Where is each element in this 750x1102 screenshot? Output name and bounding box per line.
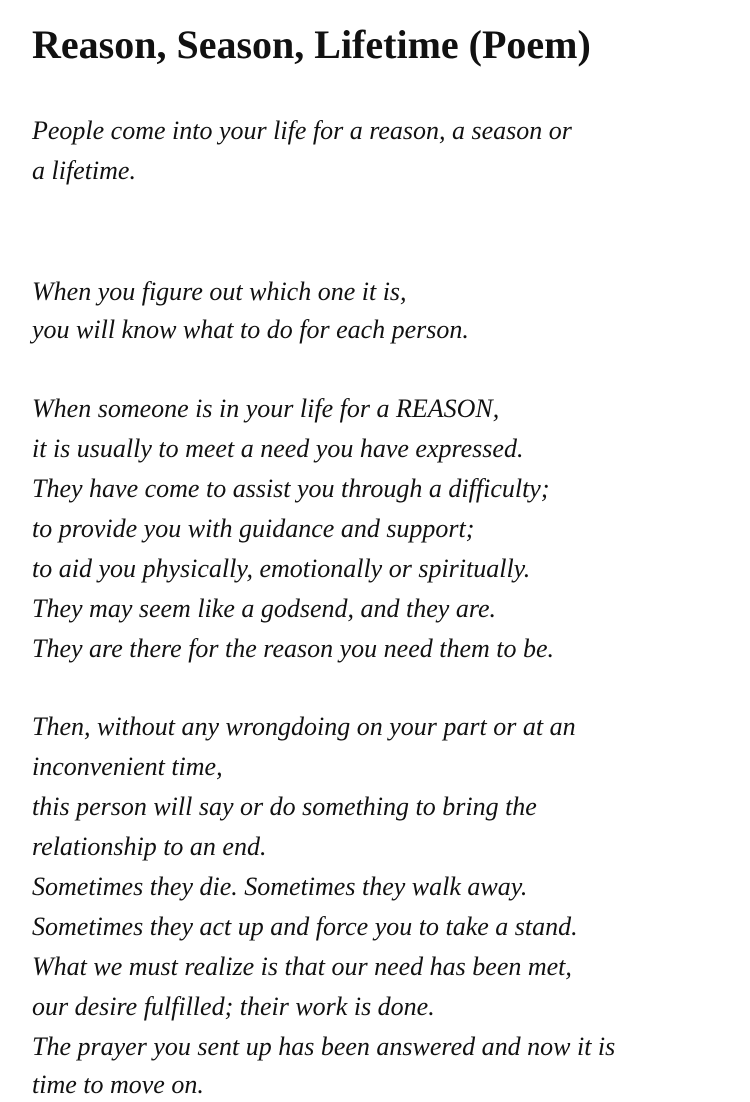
poem-line: The prayer you sent up has been answered and now it is (32, 1032, 616, 1061)
poem-line: They have come to assist you through a difficulty; (32, 474, 550, 503)
poem-line: you will know what to do for each person. (32, 315, 469, 344)
poem-line: When someone is in your life for a REASON, (32, 394, 500, 423)
poem-line: a lifetime. (32, 156, 136, 185)
poem-line: it is usually to meet a need you have expressed. (32, 434, 524, 463)
poem-line: to provide you with guidance and support; (32, 514, 475, 543)
poem-title: Reason, Season, Lifetime (Poem) (32, 22, 591, 67)
poem-line: inconvenient time, (32, 752, 223, 781)
poem-line: Then, without any wrongdoing on your part or at an (32, 712, 576, 741)
poem-line: to aid you physically, emotionally or spiritually. (32, 554, 531, 583)
poem-line: time to move on. (32, 1070, 204, 1099)
poem-line: When you figure out which one it is, (32, 277, 407, 306)
poem-line: Sometimes they die. Sometimes they walk away. (32, 872, 528, 901)
poem-line: Sometimes they act up and force you to take a stand. (32, 912, 578, 941)
poem-line: relationship to an end. (32, 832, 267, 861)
poem-line: They are there for the reason you need them to be. (32, 634, 555, 663)
poem-line: What we must realize is that our need has been met, (32, 952, 572, 981)
poem-line: People come into your life for a reason, a season or (32, 116, 572, 145)
poem-line: They may seem like a godsend, and they are. (32, 594, 497, 623)
poem-line: our desire fulfilled; their work is done. (32, 992, 435, 1021)
poem-line: this person will say or do something to bring the (32, 792, 537, 821)
